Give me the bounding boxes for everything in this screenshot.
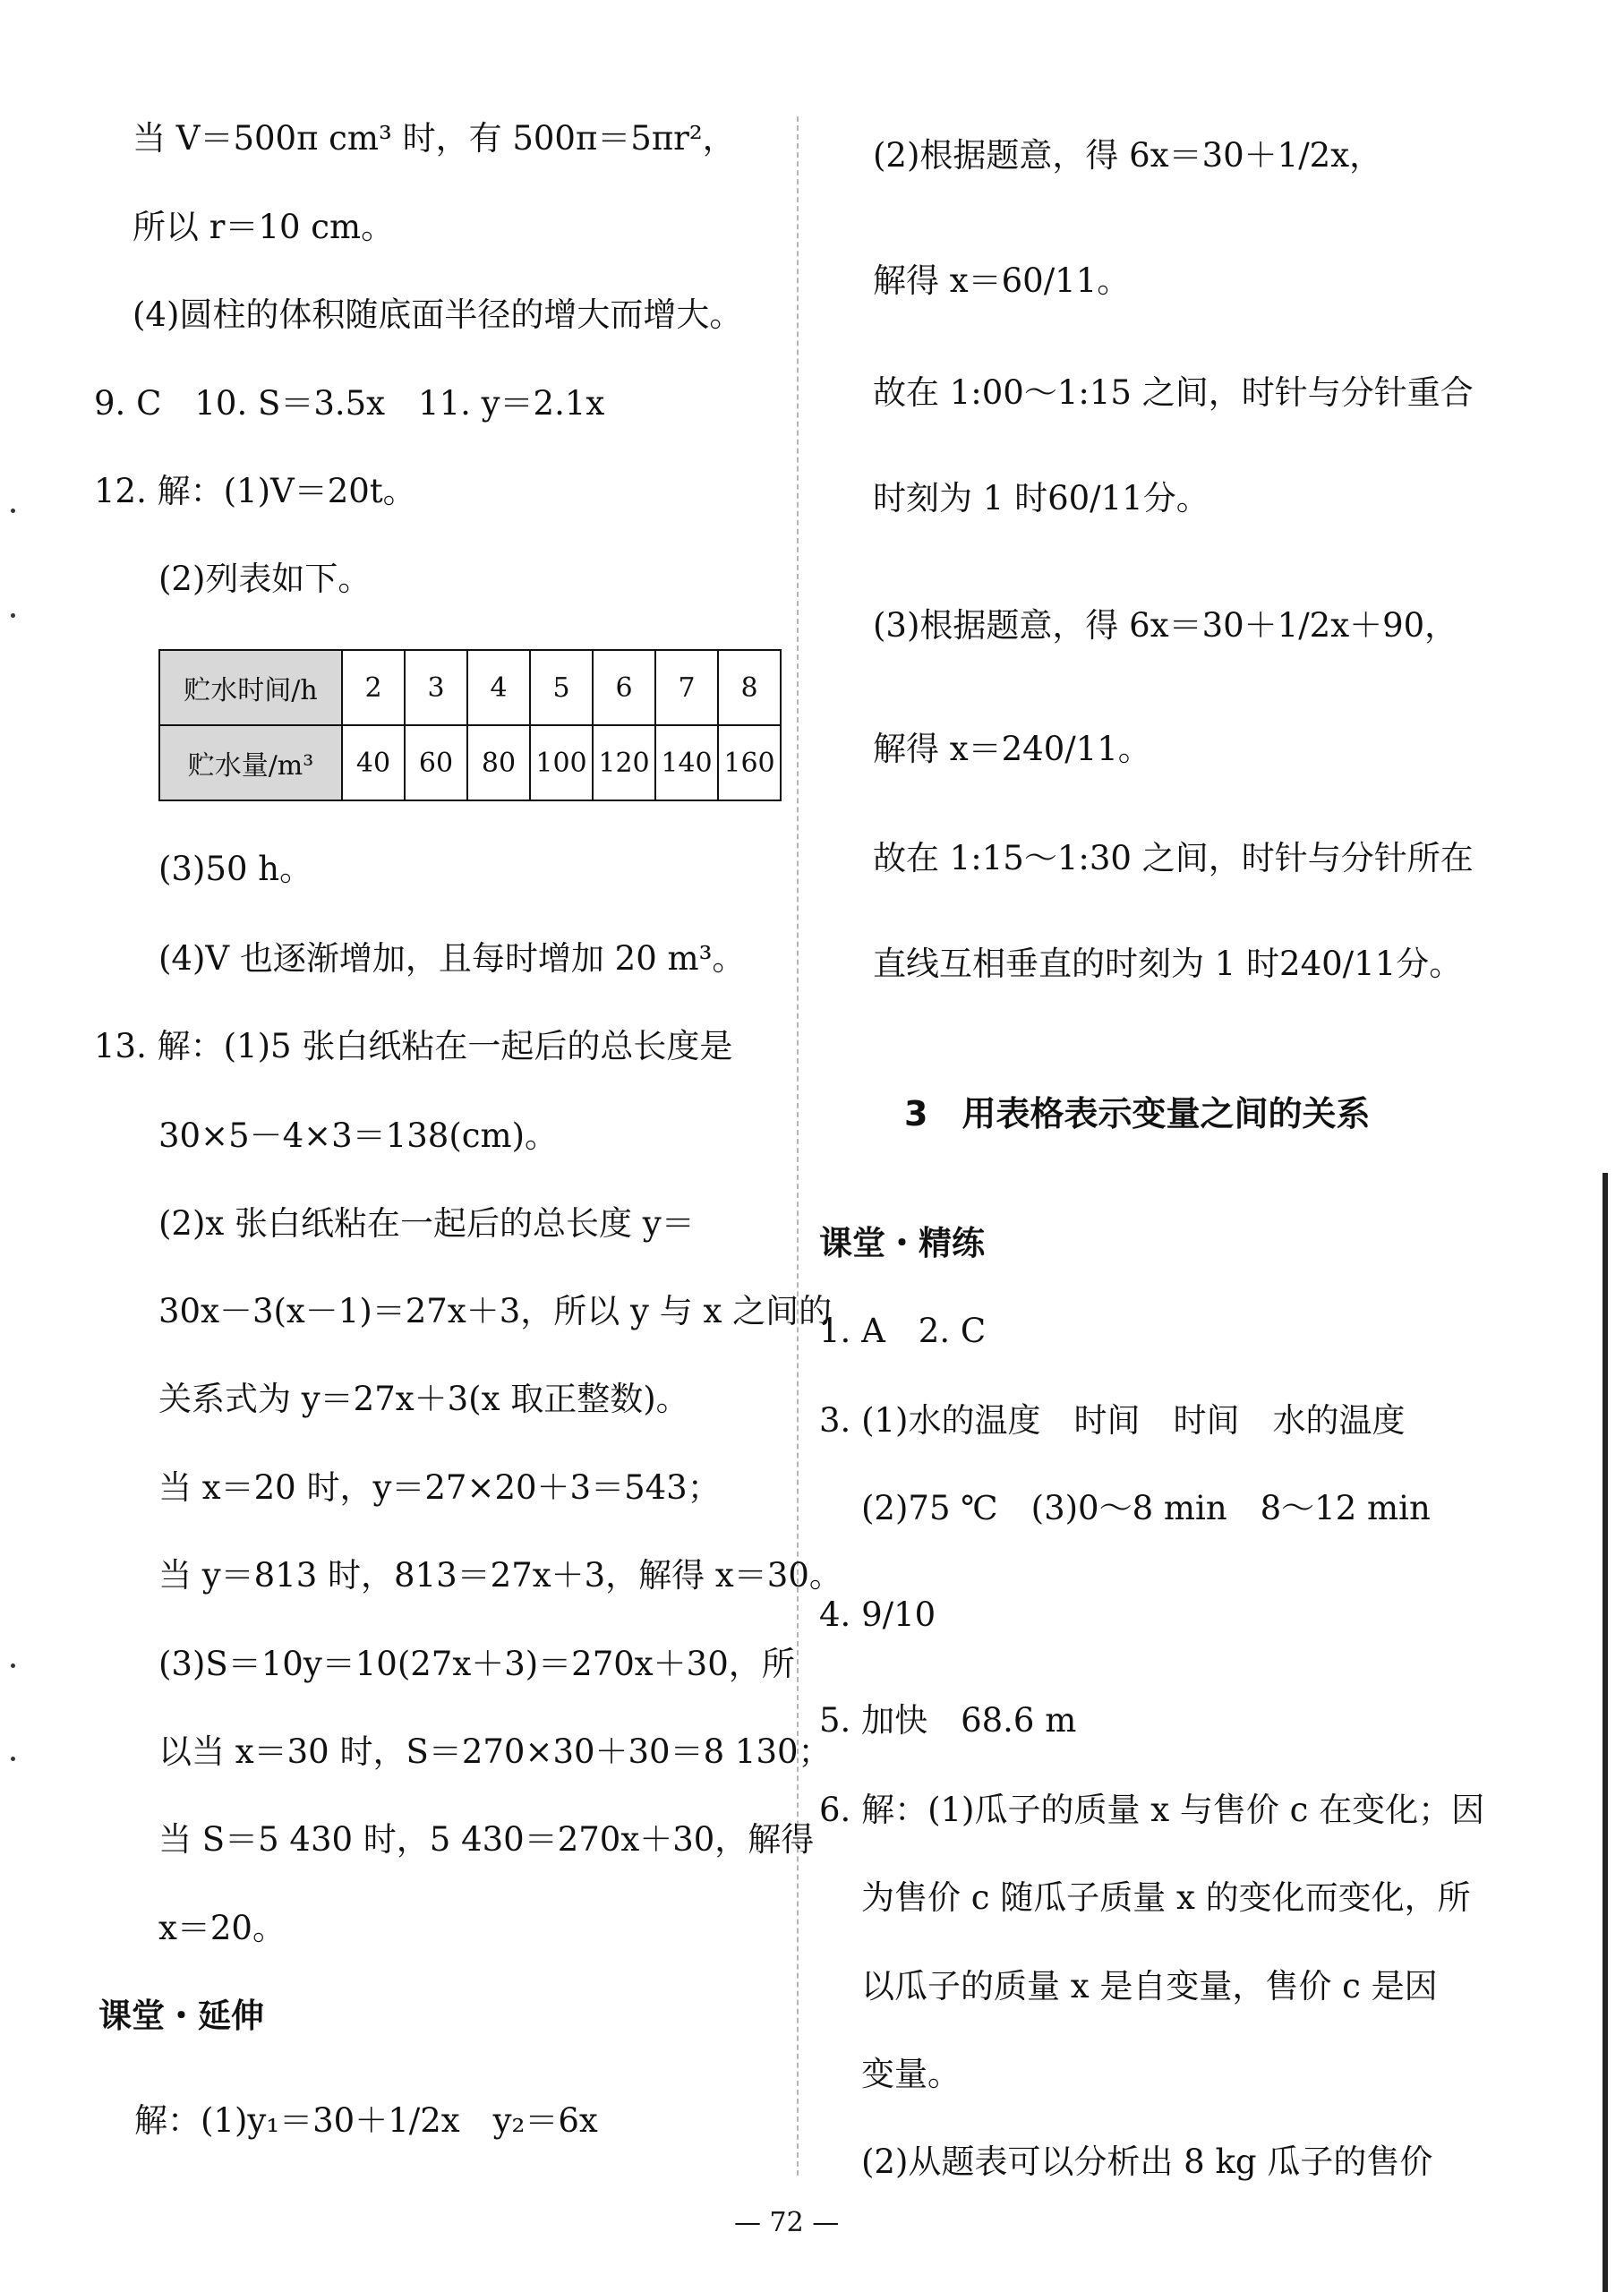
left-line-3: (4)圆柱的体积随底面半径的增大而增大。 (132, 295, 743, 334)
right-line-14: 6. 解：(1)瓜子的质量 x 与售价 c 在变化；因 (819, 1791, 1485, 1829)
table-row (159, 650, 781, 725)
right-line-3: 故在 1:00～1:15 之间，时针与分针重合 (873, 373, 1474, 412)
left-line-9: 13. 解：(1)5 张白纸粘在一起后的总长度是 (94, 1027, 733, 1065)
right-line-2: 解得 x＝60/11。 (873, 261, 1131, 300)
table-cell: 3 (405, 650, 467, 725)
table-cell: 8 (718, 650, 781, 725)
page-number: — 72 — (734, 2207, 840, 2238)
left-line-10: 30×5－4×3＝138(cm)。 (158, 1116, 559, 1155)
left-line-16: (3)S＝10y＝10(27x＋3)＝270x＋30，所 (158, 1645, 795, 1683)
table-row (159, 725, 781, 800)
table-cell: 60 (405, 725, 467, 800)
scan-mark (11, 1757, 15, 1761)
left-line-6: (2)列表如下。 (158, 560, 372, 598)
column-divider (797, 116, 799, 2176)
right-line-7: 故在 1:15～1:30 之间，时针与分针所在 (873, 839, 1474, 877)
table-cell: 40 (342, 725, 405, 800)
right-line-15: 为售价 c 随瓜子质量 x 的变化而变化，所 (861, 1878, 1471, 1917)
right-line-13: 5. 加快 68.6 m (819, 1701, 1077, 1740)
right-line-8: 直线互相垂直的时刻为 1 时240/11分。 (873, 945, 1463, 983)
table-cell: 6 (593, 650, 655, 725)
page-edge-shadow (1603, 1173, 1608, 2292)
table-cell: 160 (718, 725, 781, 800)
scan-mark (11, 1663, 15, 1668)
left-line-20: 解：(1)y₁＝30＋1/2x y₂＝6x (134, 2101, 598, 2140)
section-heading: 3 用表格表示变量之间的关系 (904, 1094, 1371, 1133)
left-line-1: 当 V＝500π cm³ 时，有 500π＝5πr²， (132, 119, 736, 158)
right-line-17: 变量。 (861, 2055, 961, 2093)
right-line-16: 以瓜子的质量 x 是自变量，售价 c 是因 (861, 1967, 1438, 2006)
right-line-10: 3. (1)水的温度 时间 时间 水的温度 (819, 1401, 1406, 1440)
right-line-11: (2)75 ℃ (3)0～8 min 8～12 min (861, 1489, 1431, 1527)
table-cell: 80 (467, 725, 530, 800)
left-line-12: 30x－3(x－1)＝27x＋3，所以 y 与 x 之间的 (158, 1292, 833, 1330)
right-line-1: (2)根据题意，得 6x＝30＋1/2x， (873, 136, 1383, 175)
left-line-8: (4)V 也逐渐增加，且每时增加 20 m³。 (158, 939, 746, 978)
left-line-18: 当 S＝5 430 时，5 430＝270x＋30，解得 (158, 1820, 815, 1859)
right-line-6: 解得 x＝240/11。 (873, 730, 1151, 768)
table-cell: 2 (342, 650, 405, 725)
storage-table (158, 649, 782, 801)
left-line-5: 12. 解：(1)V＝20t。 (94, 472, 416, 510)
section-title-practice: 课堂・精练 (819, 1224, 985, 1262)
table-cell: 7 (655, 650, 718, 725)
right-line-9: 1. A 2. C (819, 1312, 987, 1350)
table-header-time: 贮水时间/h (159, 650, 342, 725)
left-line-17: 以当 x＝30 时，S＝270×30＋30＝8 130； (158, 1732, 832, 1771)
left-line-4: 9. C 10. S＝3.5x 11. y＝2.1x (94, 384, 605, 423)
scan-mark (11, 509, 15, 513)
section-title-extension: 课堂・延伸 (98, 1997, 264, 2035)
left-line-2: 所以 r＝10 cm。 (132, 208, 395, 246)
table-cell: 120 (593, 725, 655, 800)
right-line-12: 4. 9/10 (819, 1595, 936, 1634)
left-line-13: 关系式为 y＝27x＋3(x 取正整数)。 (158, 1380, 689, 1418)
right-line-4: 时刻为 1 时60/11分。 (873, 479, 1209, 517)
left-line-11: (2)x 张白纸粘在一起后的总长度 y＝ (158, 1204, 695, 1243)
table-cell: 100 (530, 725, 593, 800)
table-cell: 4 (467, 650, 530, 725)
left-line-14: 当 x＝20 时，y＝27×20＋3＝543； (158, 1468, 721, 1507)
right-line-5: (3)根据题意，得 6x＝30＋1/2x＋90， (873, 606, 1458, 645)
left-line-7: (3)50 h。 (158, 850, 313, 888)
table-cell: 5 (530, 650, 593, 725)
table-header-volume: 贮水量/m³ (159, 725, 342, 800)
left-line-15: 当 y＝813 时，813＝27x＋3，解得 x＝30。 (158, 1556, 842, 1595)
scan-mark (11, 613, 15, 618)
table-cell: 140 (655, 725, 718, 800)
right-line-18: (2)从题表可以分析出 8 kg 瓜子的售价 (861, 2142, 1433, 2181)
left-line-19: x＝20。 (158, 1909, 286, 1947)
